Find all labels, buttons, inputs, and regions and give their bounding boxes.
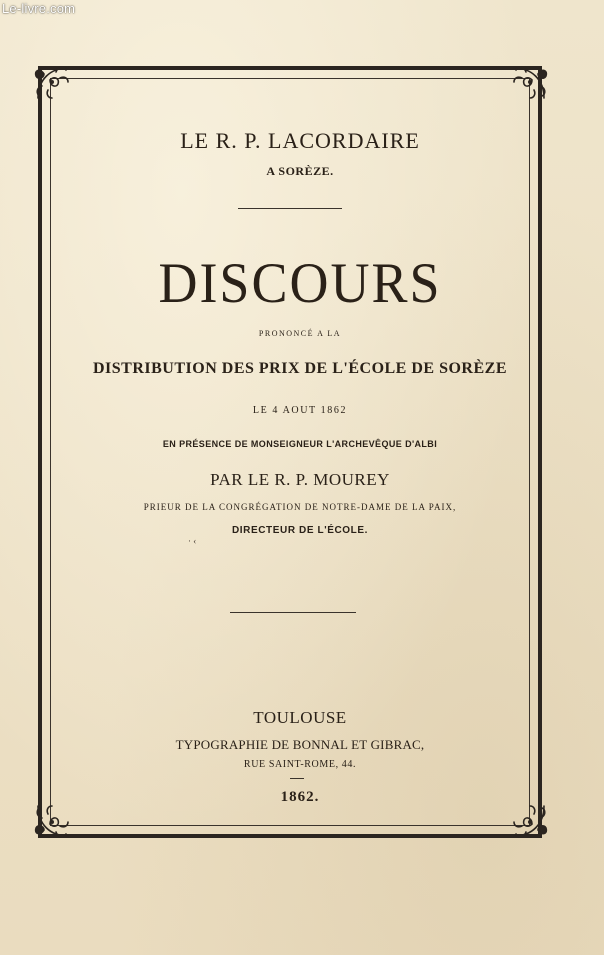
watermark: Le-livre.com (2, 1, 76, 16)
presence-line: EN PRÉSENCE DE MONSEIGNEUR L'ARCHEVÊQUE D'ALBI (162, 439, 438, 449)
page-title: DISCOURS (158, 251, 442, 315)
subtitle-prononce: PRONONCÉ A LA (258, 329, 342, 338)
divider-rule (238, 208, 342, 209)
ink-speck: · ‹ (188, 536, 197, 546)
subtitle-distribution: DISTRIBUTION DES PRIX DE L'ÉCOLE DE SORÈZE (93, 360, 507, 377)
imprint-city: TOULOUSE (253, 708, 347, 727)
corner-ornament-icon (506, 60, 552, 106)
author-line: LE R. P. LACORDAIRE (180, 128, 420, 153)
speaker-title-line: PRIEUR DE LA CONGRÉGATION DE NOTRE-DAME DE LA PAIX, (143, 502, 457, 512)
imprint-year: 1862. (280, 789, 320, 805)
speaker-role-line: DIRECTEUR DE L'ÉCOLE. (231, 525, 369, 536)
divider-rule (230, 612, 356, 613)
imprint-printer: TYPOGRAPHIE DE BONNAL ET GIBRAC, (175, 737, 425, 752)
corner-ornament-icon (30, 60, 76, 106)
place-line: A SORÈZE. (266, 164, 334, 178)
speaker-line: PAR LE R. P. MOUREY (210, 470, 390, 489)
imprint-address: RUE SAINT-ROME, 44. (243, 759, 357, 770)
date-line: LE 4 AOUT 1862 (252, 405, 348, 416)
divider-rule (290, 778, 304, 779)
